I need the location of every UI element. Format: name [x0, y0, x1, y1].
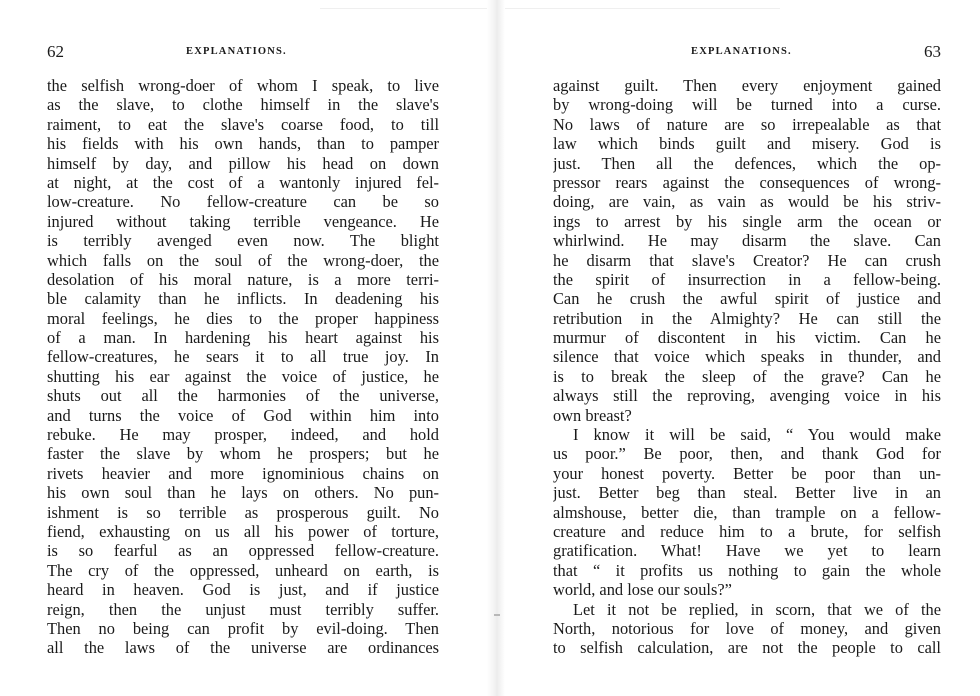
text-line: almshouse, better die, than trample on a fellow- [553, 502, 941, 522]
text-line: just. Then all the defences, which the op- [553, 153, 941, 173]
text-line: own breast? [553, 405, 632, 425]
text-line: raiment, to eat the slave's coarse food, to till [47, 114, 439, 134]
text-line: just. Better beg than steal. Better live in an [553, 483, 941, 503]
text-line: injured without taking terrible vengeance. He [47, 211, 439, 231]
text-line: he disarm that slave's Creator? He can crush [553, 250, 941, 270]
text-line: faster the slave by whom he prospers; but he [47, 444, 439, 464]
text-line: shutting his ear against the voice of justice, he [47, 366, 439, 386]
right-page-text [553, 76, 941, 658]
text-line: rivets heavier and more ignominious chains on [47, 463, 439, 483]
text-line: gratification. What! Have we yet to learn [553, 541, 941, 561]
text-line: No laws of nature are so irrepealable as that [553, 114, 941, 134]
text-line: ings to arrest by his single arm the ocean or [553, 211, 941, 231]
text-line: your honest poverty. Better be poor than un- [553, 463, 941, 483]
text-line: pressor rears against the consequences of wrong- [553, 172, 941, 192]
text-line: is terribly avenged even now. The blight [47, 231, 439, 251]
text-line: the selfish wrong-doer of whom I speak, to live [47, 76, 439, 95]
text-line: is so fearful as an oppressed fellow-creature. [47, 541, 439, 561]
text-line: murmur of discontent in his victim. Can he [553, 328, 941, 348]
text-line: us poor.” Be poor, then, and thank God for [553, 444, 941, 464]
running-head: EXPLANATIONS. [186, 46, 287, 57]
text-line: Can he crush the awful spirit of justice and [553, 289, 941, 309]
text-line: retribution in the Almighty? He can still the [553, 308, 941, 328]
text-line: doing, are vain, as vain as would be his striv- [553, 192, 941, 212]
text-line: by wrong-doing will be turned into a curse. [553, 95, 941, 115]
text-line: reign, then the unjust must terribly suffer. [47, 599, 439, 619]
text-line: desolation of his moral nature, is a more terri- [47, 269, 439, 289]
page-number: 63 [924, 42, 941, 61]
text-line: is to break the sleep of the grave? Can he [553, 366, 941, 386]
text-line: and turns the voice of God within him into [47, 405, 439, 425]
text-line: silence that voice which speaks in thunder, and [553, 347, 941, 367]
text-line: rebuke. He may prosper, indeed, and hold [47, 425, 439, 445]
text-line: to selfish calculation, are not the people to call [553, 638, 941, 658]
text-line: against guilt. Then every enjoyment gained [553, 76, 941, 95]
text-line: whirlwind. He may disarm the slave. Can [553, 231, 941, 251]
text-line: law which binds guilt and misery. God is [553, 134, 941, 154]
text-line: heard in heaven. God is just, and if justice [47, 580, 439, 600]
text-line: his own soul than he lays on others. No pun- [47, 483, 439, 503]
text-line: the spirit of insurrection in a fellow-being. [553, 269, 941, 289]
text-line: ble calamity than he inflicts. In deadening his [47, 289, 439, 309]
right-page [505, 0, 980, 696]
text-line: shuts out all the harmonies of the universe, [47, 386, 439, 406]
text-line: North, notorious for love of money, and given [553, 618, 941, 638]
text-line: always still the reproving, avenging voice in his [553, 386, 941, 406]
text-line: which falls on the soul of the wrong-doer, the [47, 250, 439, 270]
text-line: his fields with his own hands, than to pamper [47, 134, 439, 154]
text-line: all the laws of the universe are ordinances [47, 638, 439, 658]
text-line: himself by day, and pillow his head on down [47, 153, 439, 173]
text-line: that “ it profits us nothing to gain the whole [553, 560, 941, 580]
text-line: moral feelings, he dies to the proper happiness [47, 308, 439, 328]
text-line: Let it not be replied, in scorn, that we of the [573, 599, 941, 619]
text-line: Then no being can profit by evil-doing. Then [47, 618, 439, 638]
text-line: fellow-creatures, he sears it to all true joy. In [47, 347, 439, 367]
text-line: world, and lose our souls?” [553, 580, 732, 600]
left-page-header [47, 42, 439, 66]
text-line: I know it will be said, “ You would make [573, 425, 941, 445]
text-line: ishment is so terrible as prosperous guilt. No [47, 502, 439, 522]
text-line: as the slave, to clothe himself in the slave's [47, 95, 439, 115]
text-line: creature and reduce him to a brute, for selfish [553, 521, 941, 541]
text-line: The cry of the oppressed, unheard on earth, is [47, 560, 439, 580]
running-head: EXPLANATIONS. [691, 46, 792, 57]
text-line: at night, at the cost of a wantonly injured fel- [47, 172, 439, 192]
text-line: low-creature. No fellow-creature can be so [47, 192, 439, 212]
text-line: of a man. In hardening his heart against his [47, 328, 439, 348]
page-number: 62 [47, 42, 64, 61]
scan-speck [494, 614, 500, 616]
text-line: fiend, exhausting on us all his power of torture, [47, 521, 439, 541]
right-page-header [553, 42, 941, 66]
left-page-text [47, 76, 439, 658]
